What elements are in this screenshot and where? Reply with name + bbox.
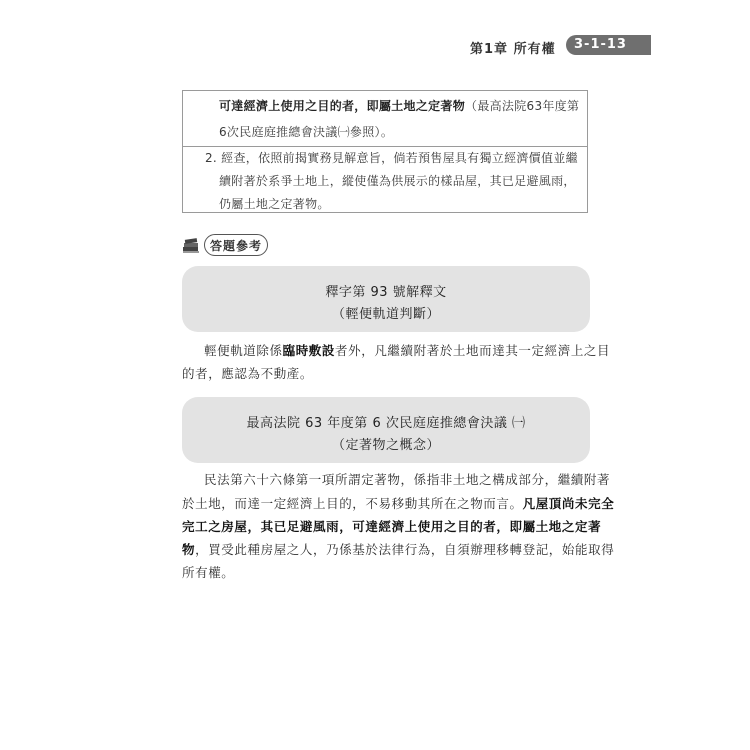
para1-line-1-post: 者外，凡繼續附著於土地而達其一定經濟上之目: [335, 343, 611, 358]
para2-line-4-post: ，買受此種房屋之人，乃係基於法律行為，自須辦理移轉登記，始能取得: [195, 542, 615, 557]
para1-line-2: 的者，應認為不動產。: [182, 366, 314, 381]
table-line-5: 仍屬土地之定著物。: [219, 197, 330, 211]
para2-line-2: [182, 494, 614, 512]
interpretation-box: [182, 266, 590, 332]
resolution-subtitle: （定著物之概念）: [331, 438, 440, 453]
table-line-3: 2. 經查，依照前揭實務見解意旨，倘若預售屋具有獨立經濟價值並繼: [205, 151, 578, 165]
page-number: 3-1-13: [574, 37, 627, 52]
answer-heading: 答題參考: [210, 239, 263, 253]
para1-line-1-bold: 臨時敷設: [282, 343, 336, 358]
para2-line-4-bold: 物: [182, 542, 196, 557]
resolution-title: 最高法院 63 年度第 6 次民庭庭推總會決議 ㈠: [246, 416, 526, 431]
para1-line-1-pre: 輕便軌道除係: [204, 343, 283, 358]
para2-line-1: 民法第六十六條第一項所謂定著物，係指非土地之構成部分，繼續附著: [204, 472, 611, 487]
interpretation-subtitle: （輕便軌道判斷）: [331, 307, 440, 322]
table-line-1-rest: （最高法院63年度第: [465, 99, 580, 113]
resolution-box: [182, 397, 590, 463]
table-line-4: 續附著於系爭土地上，縱使僅為供展示的樣品屋，其已足避風雨，: [219, 174, 576, 188]
table-line-1: [219, 97, 579, 114]
para1-line-1: [204, 341, 610, 359]
para2-line-4: [182, 540, 614, 558]
para2-line-3-bold: 完工之房屋，其已足避風雨，可達經濟上使用之目的者，即屬土地之定著: [182, 519, 602, 534]
table-line-2: 6次民庭庭推總會決議㈠參照）。: [219, 125, 394, 139]
books-icon: [182, 236, 200, 254]
para2-line-2-bold: 凡屋頂尚未完全: [522, 496, 615, 511]
para2-line-3: [182, 517, 601, 535]
para2-line-2-pre: 於土地，而達一定經濟上目的，不易移動其所在之物而言。: [182, 496, 523, 511]
interpretation-title: 釋字第 93 號解釋文: [325, 285, 447, 300]
table-divider: [183, 146, 587, 147]
table-line-1-bold: 可達經濟上使用之目的者，即屬土地之定著物: [219, 99, 466, 113]
para2-line-5: 所有權。: [182, 565, 235, 580]
chapter-title: 第1章 所有權: [470, 42, 556, 57]
